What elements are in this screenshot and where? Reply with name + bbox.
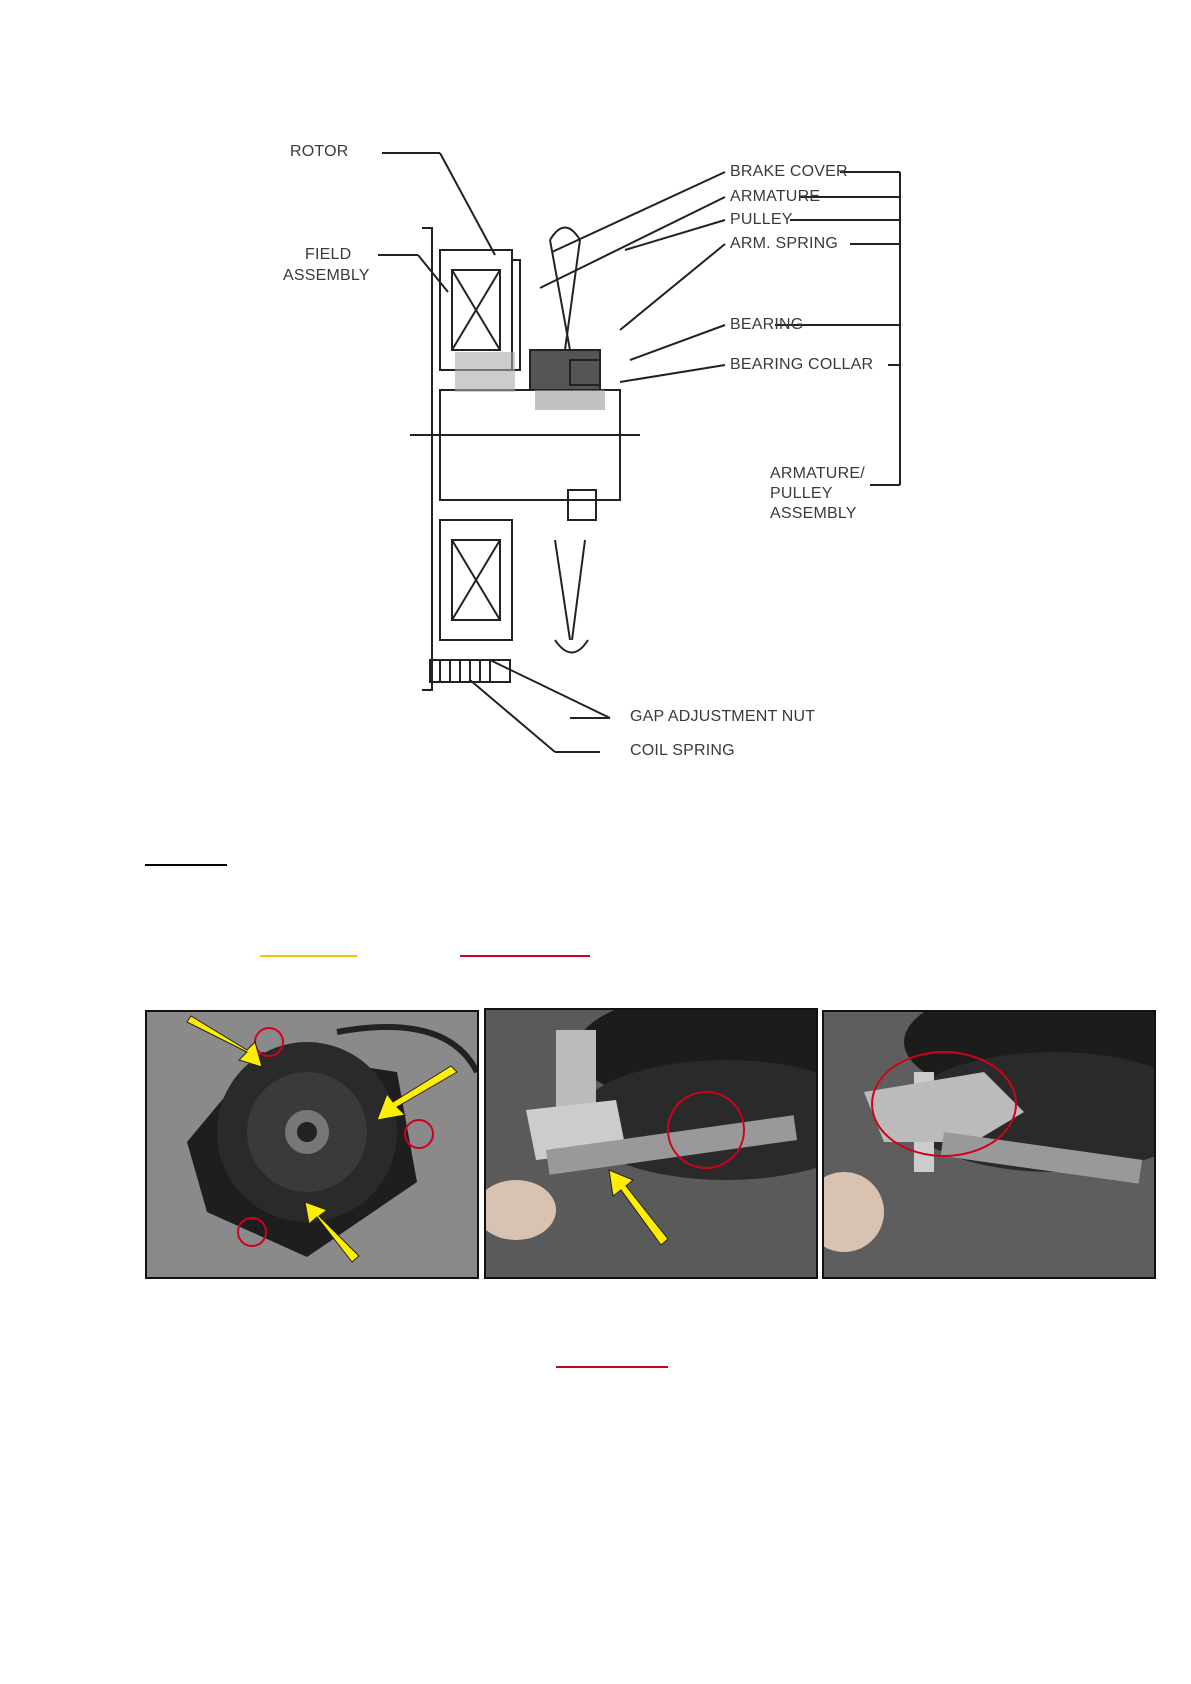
label-bearing: BEARING bbox=[730, 316, 804, 333]
clutch-cross-section-diagram bbox=[283, 120, 940, 840]
photo-wrench-adjust-nut bbox=[822, 1010, 1156, 1279]
photo-clutch-top-view bbox=[145, 1010, 479, 1279]
label-field-assembly-2: ASSEMBLY bbox=[283, 267, 370, 284]
wrench-adjust-image bbox=[824, 1012, 1154, 1277]
red-underline-mark-2 bbox=[556, 1366, 668, 1368]
red-underline-mark bbox=[460, 955, 590, 957]
black-underline-mark bbox=[145, 864, 227, 866]
photo-feeler-gauge-gap bbox=[484, 1008, 818, 1279]
yellow-underline-mark bbox=[260, 955, 357, 957]
label-armature: ARMATURE bbox=[730, 188, 821, 205]
label-armature-pulley-2: PULLEY bbox=[770, 485, 833, 502]
label-coil-spring: COIL SPRING bbox=[630, 742, 735, 759]
label-arm-spring: ARM. SPRING bbox=[730, 235, 838, 252]
label-brake-cover: BRAKE COVER bbox=[730, 163, 848, 180]
clutch-top-view-image bbox=[147, 1012, 477, 1277]
label-rotor: ROTOR bbox=[290, 143, 349, 160]
label-gap-adjustment-nut: GAP ADJUSTMENT NUT bbox=[630, 708, 816, 725]
label-bearing-collar: BEARING COLLAR bbox=[730, 356, 874, 373]
feeler-gauge-image bbox=[486, 1010, 816, 1277]
label-armature-pulley-3: ASSEMBLY bbox=[770, 505, 857, 522]
label-field-assembly-1: FIELD bbox=[305, 246, 352, 263]
label-armature-pulley-1: ARMATURE/ bbox=[770, 465, 865, 482]
label-pulley: PULLEY bbox=[730, 211, 793, 228]
